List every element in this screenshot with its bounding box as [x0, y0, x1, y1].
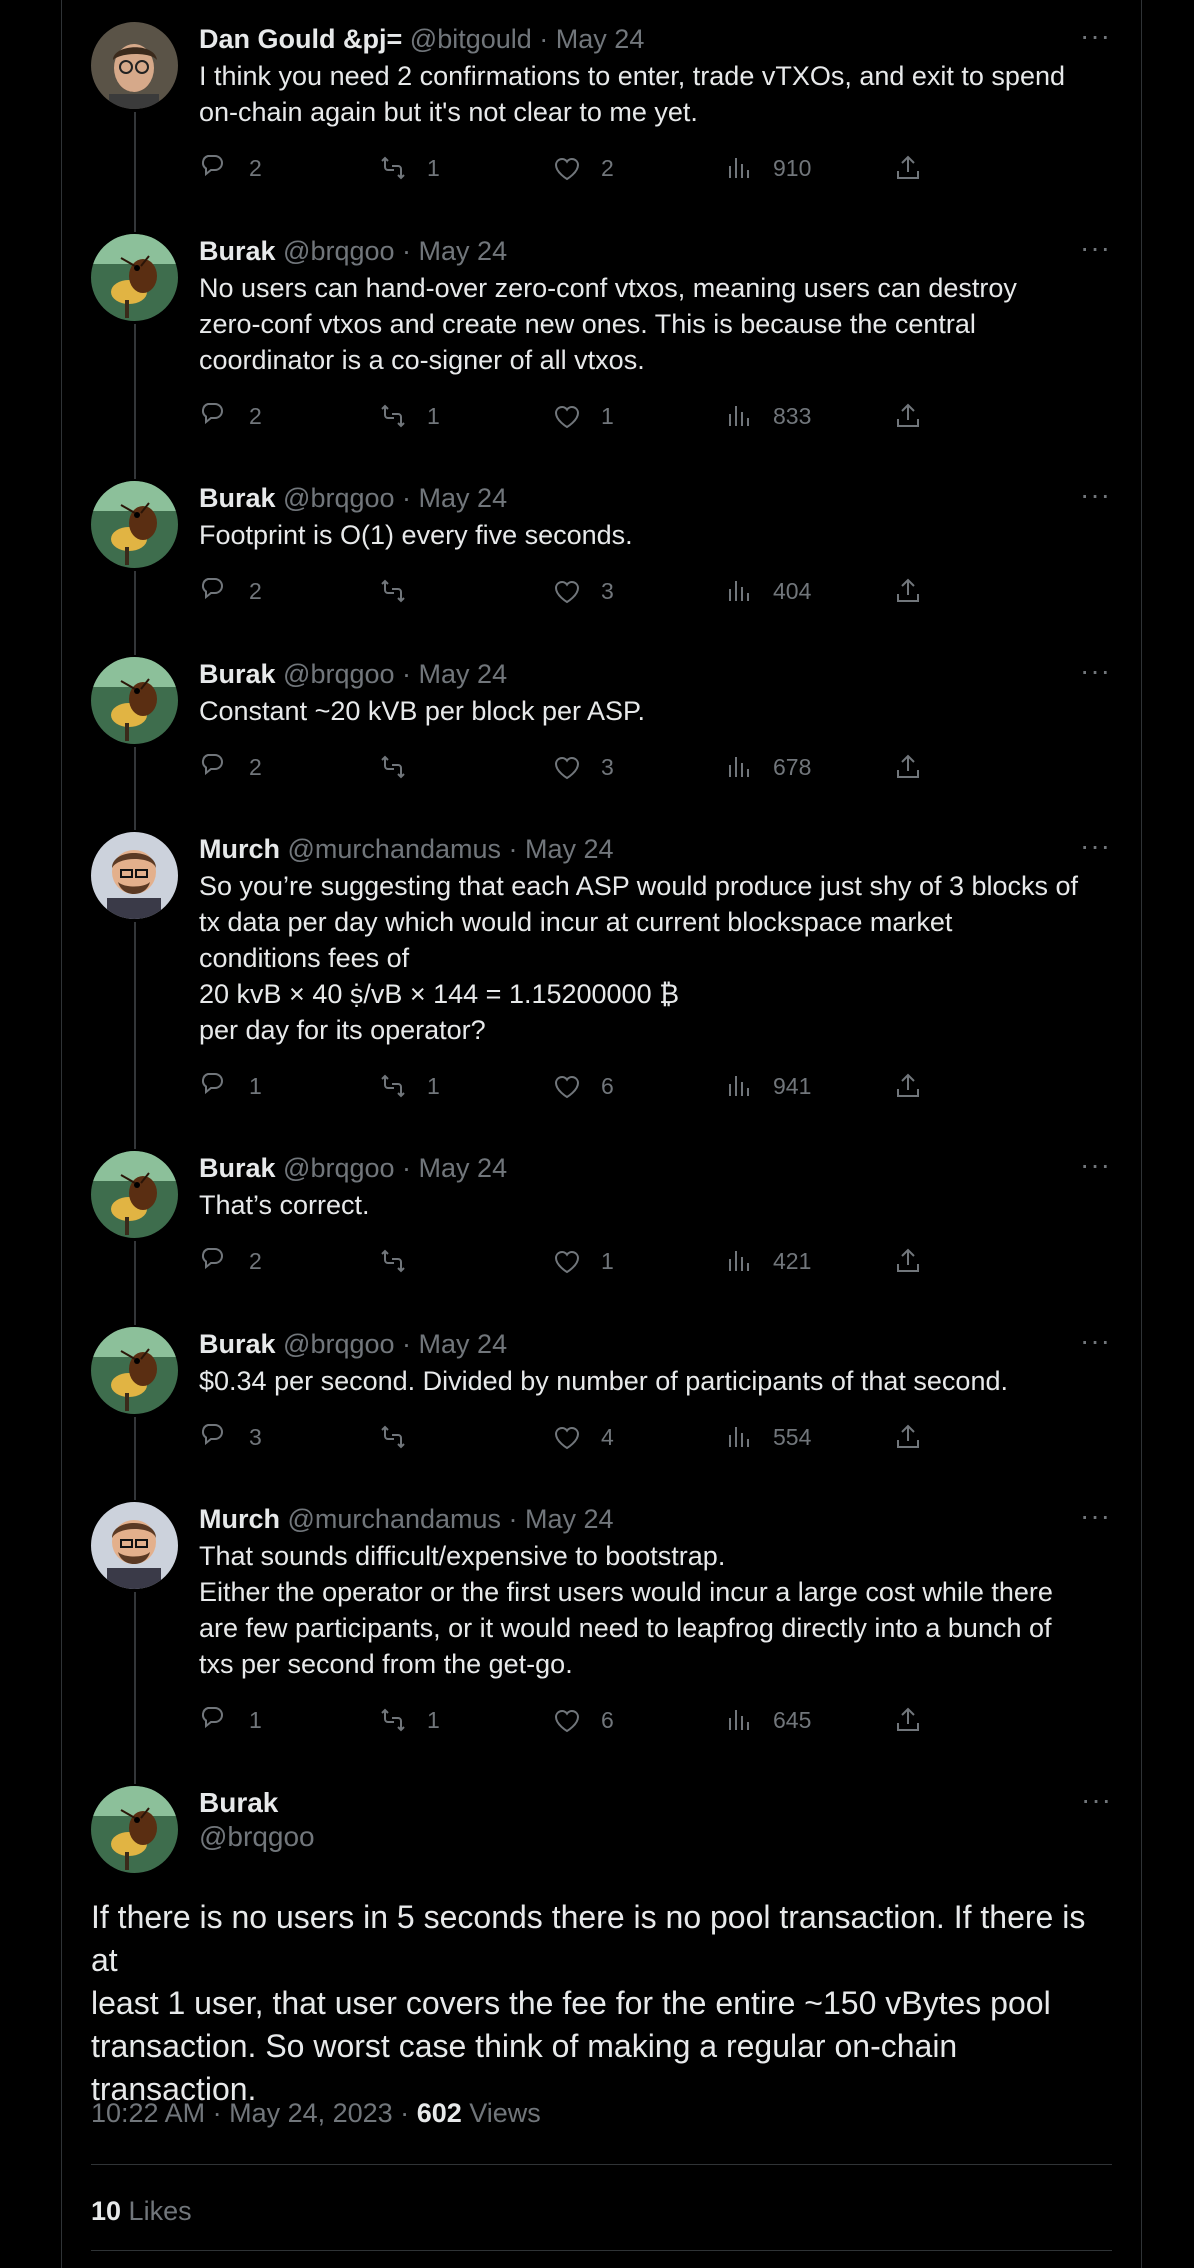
thread-connector [134, 1417, 136, 1500]
tweet-text-line: No users can hand-over zero-conf vtxos, meaning users can destroy [199, 273, 1017, 303]
share-icon [892, 1070, 924, 1102]
share-icon [892, 751, 924, 783]
reply-icon [199, 1070, 231, 1102]
author-name[interactable]: Burak [199, 483, 276, 513]
retweet-icon [377, 751, 409, 783]
tweet-header [199, 832, 1111, 866]
tweet-text-line: Footprint is O(1) every five seconds. [199, 520, 633, 550]
avatar[interactable] [91, 22, 178, 109]
author-name[interactable]: Burak [199, 1153, 276, 1183]
tweet-actions [199, 1070, 1111, 1110]
views-button[interactable] [723, 1704, 811, 1736]
like-button[interactable] [551, 1245, 614, 1277]
heart-icon [551, 1704, 583, 1736]
author-name[interactable]: Murch [199, 834, 280, 864]
retweet-icon [377, 1245, 409, 1277]
retweet-icon [377, 1704, 409, 1736]
more-icon[interactable]: ··· [1080, 655, 1111, 686]
tweet-actions [199, 152, 1111, 192]
heart-icon [551, 152, 583, 184]
share-button[interactable] [892, 575, 924, 607]
author-handle[interactable]: @brqgoo [283, 1153, 395, 1183]
thread-connector [134, 1592, 136, 1784]
share-button[interactable] [892, 751, 924, 783]
reply-button[interactable] [199, 575, 262, 607]
likes-count: 3 [601, 577, 614, 604]
tweet-text [199, 1187, 1111, 1223]
tweet-content [199, 1327, 1111, 1461]
tweet-text-line: coordinator is a co-signer of all vtxos. [199, 345, 645, 375]
views-count: 910 [773, 154, 812, 181]
heart-icon [551, 751, 583, 783]
thread-connector [134, 1241, 136, 1325]
retweets-count: 1 [427, 402, 440, 429]
views-icon [723, 1704, 755, 1736]
share-icon [892, 1245, 924, 1277]
retweets-count: 1 [427, 1706, 440, 1733]
replies-count: 2 [249, 402, 262, 429]
views-count: 678 [773, 753, 812, 780]
tweet-actions [199, 1704, 1111, 1744]
likes-label: Likes [121, 2196, 192, 2226]
tweet-content [199, 481, 1111, 615]
author-handle[interactable]: @murchandamus [287, 834, 502, 864]
views-icon [723, 1245, 755, 1277]
tweet-actions [199, 751, 1111, 791]
views-count: 404 [773, 577, 812, 604]
share-icon [892, 1421, 924, 1453]
author-handle[interactable]: @brqgoo [283, 236, 395, 266]
views-button[interactable] [723, 1245, 811, 1277]
views-icon [723, 400, 755, 432]
reply-button[interactable] [199, 751, 262, 783]
author-handle[interactable]: @brqgoo [199, 1821, 315, 1852]
tweet-header [199, 22, 1111, 56]
views-icon [723, 1421, 755, 1453]
views-icon [723, 575, 755, 607]
views-label: Views [461, 2098, 541, 2128]
reply-icon [199, 1245, 231, 1277]
tweet-text-line: tx data per day which would incur at current blockspace market [199, 907, 953, 937]
replies-count: 2 [249, 1247, 262, 1274]
views-count: 833 [773, 402, 812, 429]
like-button[interactable] [551, 1704, 614, 1736]
reply-icon [199, 400, 231, 432]
author-handle[interactable]: @brqgoo [283, 1329, 395, 1359]
likes-count: 4 [601, 1423, 614, 1450]
author-handle[interactable]: @brqgoo [283, 659, 395, 689]
retweets-count: 1 [427, 1072, 440, 1099]
tweet-text-line: That sounds difficult/expensive to bootstrap. [199, 1541, 726, 1571]
likes-count: 1 [601, 402, 614, 429]
author-name[interactable]: Murch [199, 1504, 280, 1534]
like-button[interactable] [551, 152, 614, 184]
share-icon [892, 575, 924, 607]
tweet-text-line: I think you need 2 confirmations to enter, trade vTXOs, and exit to spend [199, 61, 1065, 91]
thread-connector [134, 922, 136, 1149]
reply-icon [199, 575, 231, 607]
divider [91, 2164, 1112, 2165]
like-button[interactable] [551, 1070, 614, 1102]
share-button[interactable] [892, 152, 924, 184]
views-button[interactable] [723, 152, 811, 184]
more-icon[interactable]: ··· [1080, 1500, 1111, 1531]
retweets-count: 1 [427, 154, 440, 181]
retweet-button[interactable] [377, 152, 440, 184]
views-icon [723, 1070, 755, 1102]
thread-connector [134, 571, 136, 655]
heart-icon [551, 400, 583, 432]
retweet-button[interactable] [377, 400, 440, 432]
tweet-text-line: on-chain again but it's not clear to me yet. [199, 97, 698, 127]
timeline-column [61, 0, 1142, 2268]
views-count: 554 [773, 1423, 812, 1450]
heart-icon [551, 575, 583, 607]
divider [91, 2250, 1112, 2251]
author-name[interactable]: Burak [199, 1787, 279, 1818]
retweet-icon [377, 1070, 409, 1102]
share-button[interactable] [892, 400, 924, 432]
views-button[interactable] [723, 575, 811, 607]
retweet-button[interactable] [377, 1704, 440, 1736]
avatar[interactable] [91, 1151, 178, 1238]
views-count: 941 [773, 1072, 812, 1099]
author-name[interactable]: Dan Gould &pj= [199, 24, 403, 54]
share-button[interactable] [892, 1704, 924, 1736]
tweet-date[interactable]: · May 24 [402, 1153, 508, 1183]
tweet-text [199, 270, 1111, 378]
likes-count: 6 [601, 1072, 614, 1099]
tweet-text [199, 693, 1111, 729]
reply-button[interactable] [199, 1070, 262, 1102]
views-button[interactable] [723, 400, 811, 432]
views-count: 421 [773, 1247, 812, 1274]
retweet-icon [377, 1421, 409, 1453]
heart-icon [551, 1070, 583, 1102]
avatar[interactable] [91, 1502, 178, 1589]
likes-count: 2 [601, 154, 614, 181]
share-icon [892, 1704, 924, 1736]
retweet-icon [377, 152, 409, 184]
reply-button[interactable] [199, 1245, 262, 1277]
reply-icon [199, 1704, 231, 1736]
reply-button[interactable] [199, 1704, 262, 1736]
share-icon [892, 400, 924, 432]
replies-count: 2 [249, 577, 262, 604]
views-icon [723, 152, 755, 184]
tweet-text-line: That’s correct. [199, 1190, 370, 1220]
tweet-content [199, 234, 1111, 440]
more-icon[interactable]: ··· [1080, 1325, 1111, 1356]
tweet-content [199, 22, 1111, 192]
share-icon [892, 152, 924, 184]
focused-tweet-text [91, 1896, 1112, 2111]
like-button[interactable] [551, 1421, 614, 1453]
tweet-content [199, 657, 1111, 791]
tweet-text [199, 517, 1111, 553]
views-button[interactable] [723, 751, 811, 783]
like-button[interactable] [551, 751, 614, 783]
retweet-icon [377, 575, 409, 607]
tweet-text-line: per day for its operator? [199, 1015, 486, 1045]
tweet-header [199, 657, 1111, 691]
reply-button[interactable] [199, 400, 262, 432]
share-button[interactable] [892, 1245, 924, 1277]
avatar[interactable] [91, 832, 178, 919]
tweet-actions [199, 400, 1111, 440]
tweet-text-line: transaction. [91, 2071, 257, 2107]
tweet-date[interactable]: · May 24 [508, 1504, 614, 1534]
reply-icon [199, 1421, 231, 1453]
more-icon[interactable]: ··· [1080, 830, 1111, 861]
retweet-button[interactable] [377, 1245, 427, 1277]
avatar[interactable] [91, 234, 178, 321]
tweet-timestamp [91, 2098, 541, 2129]
reply-button[interactable] [199, 152, 262, 184]
like-button[interactable] [551, 400, 614, 432]
tweet-text-line: If there is no users in 5 seconds there is no pool transaction. If there is at [91, 1899, 1086, 1978]
author-name[interactable]: Burak [199, 236, 276, 266]
replies-count: 1 [249, 1706, 262, 1733]
author-name[interactable]: Burak [199, 659, 276, 689]
retweet-button[interactable] [377, 1070, 440, 1102]
tweet-text-line: 20 kvB × 40 ṩ/vB × 144 = 1.15200000 ₿ [199, 979, 680, 1009]
tweet-text-line: $0.34 per second. Divided by number of participants of that second. [199, 1366, 1008, 1396]
views-count: 645 [773, 1706, 812, 1733]
tweet-date[interactable]: · May 24 [539, 24, 645, 54]
tweet-text-line: So you’re suggesting that each ASP would produce just shy of 3 blocks of [199, 871, 1079, 901]
more-icon[interactable]: ··· [1080, 1149, 1111, 1180]
likes-summary[interactable] [91, 2196, 192, 2227]
thread-connector [134, 324, 136, 479]
views-button[interactable] [723, 1421, 811, 1453]
tweet-text [199, 868, 1111, 1048]
tweet-content [199, 1151, 1111, 1285]
reply-button[interactable] [199, 1421, 262, 1453]
tweet-header [199, 1502, 1111, 1536]
tweet-text-line: Constant ~20 kVB per block per ASP. [199, 696, 646, 726]
retweet-button[interactable] [377, 575, 427, 607]
tweet-text-line: Either the operator or the first users would incur a large cost while there [199, 1577, 1053, 1607]
retweet-icon [377, 400, 409, 432]
likes-count: 6 [601, 1706, 614, 1733]
heart-icon [551, 1421, 583, 1453]
tweet-text-line: txs per second from the get-go. [199, 1649, 573, 1679]
tweet-text-line: transaction. So worst case think of making a regular on-chain [91, 2028, 958, 2064]
tweet-content [199, 832, 1111, 1110]
tweet-header [199, 1151, 1111, 1185]
avatar[interactable] [91, 1327, 178, 1414]
tweet-header [199, 234, 1111, 268]
views-icon [723, 751, 755, 783]
likes-count: 1 [601, 1247, 614, 1274]
tweet-actions [199, 575, 1111, 615]
retweet-button[interactable] [377, 751, 427, 783]
tweet-date[interactable]: · May 24 [402, 659, 508, 689]
like-button[interactable] [551, 575, 614, 607]
retweet-button[interactable] [377, 1421, 427, 1453]
tweet-content [199, 1502, 1111, 1744]
tweet-header [199, 481, 1111, 515]
more-icon[interactable]: ··· [1080, 20, 1111, 51]
author-handle[interactable]: @bitgould [409, 24, 532, 54]
thread-connector [134, 112, 136, 232]
tweet-date[interactable]: · May 24 [508, 834, 614, 864]
replies-count: 2 [249, 154, 262, 181]
tweet-date[interactable]: · May 24 [402, 236, 508, 266]
tweet-text-line: are few participants, or it would need to leapfrog directly into a bunch of [199, 1613, 1052, 1643]
more-icon[interactable]: ··· [1081, 1784, 1112, 1815]
tweet-text [199, 1363, 1111, 1399]
tweet-text [199, 58, 1111, 130]
replies-count: 1 [249, 1072, 262, 1099]
tweet-text [199, 1538, 1111, 1682]
tweet-header [199, 1327, 1111, 1361]
views-count: 602 [416, 2098, 462, 2128]
replies-count: 3 [249, 1423, 262, 1450]
avatar[interactable] [91, 657, 178, 744]
likes-count: 10 [91, 2196, 122, 2226]
tweet-text-line: conditions fees of [199, 943, 410, 973]
thread-connector [134, 747, 136, 830]
author-handle[interactable]: @murchandamus [287, 1504, 502, 1534]
avatar[interactable] [91, 481, 178, 568]
tweet-text-line: least 1 user, that user covers the fee for the entire ~150 vBytes pool [91, 1985, 1051, 2021]
share-button[interactable] [892, 1421, 924, 1453]
tweet-actions [199, 1245, 1111, 1285]
tweet-text-line: zero-conf vtxos and create new ones. This is because the central [199, 309, 976, 339]
tweet-date[interactable]: · May 24 [402, 483, 508, 513]
likes-count: 3 [601, 753, 614, 780]
author-handle[interactable]: @brqgoo [283, 483, 395, 513]
more-icon[interactable]: ··· [1080, 232, 1111, 263]
timestamp-text[interactable]: 10:22 AM · May 24, 2023 · [91, 2098, 417, 2128]
views-button[interactable] [723, 1070, 811, 1102]
avatar[interactable] [91, 1786, 178, 1873]
more-icon[interactable]: ··· [1080, 479, 1111, 510]
tweet-date[interactable]: · May 24 [402, 1329, 508, 1359]
share-button[interactable] [892, 1070, 924, 1102]
reply-icon [199, 751, 231, 783]
replies-count: 2 [249, 753, 262, 780]
tweet-actions [199, 1421, 1111, 1461]
reply-icon [199, 152, 231, 184]
author-name[interactable]: Burak [199, 1329, 276, 1359]
heart-icon [551, 1245, 583, 1277]
